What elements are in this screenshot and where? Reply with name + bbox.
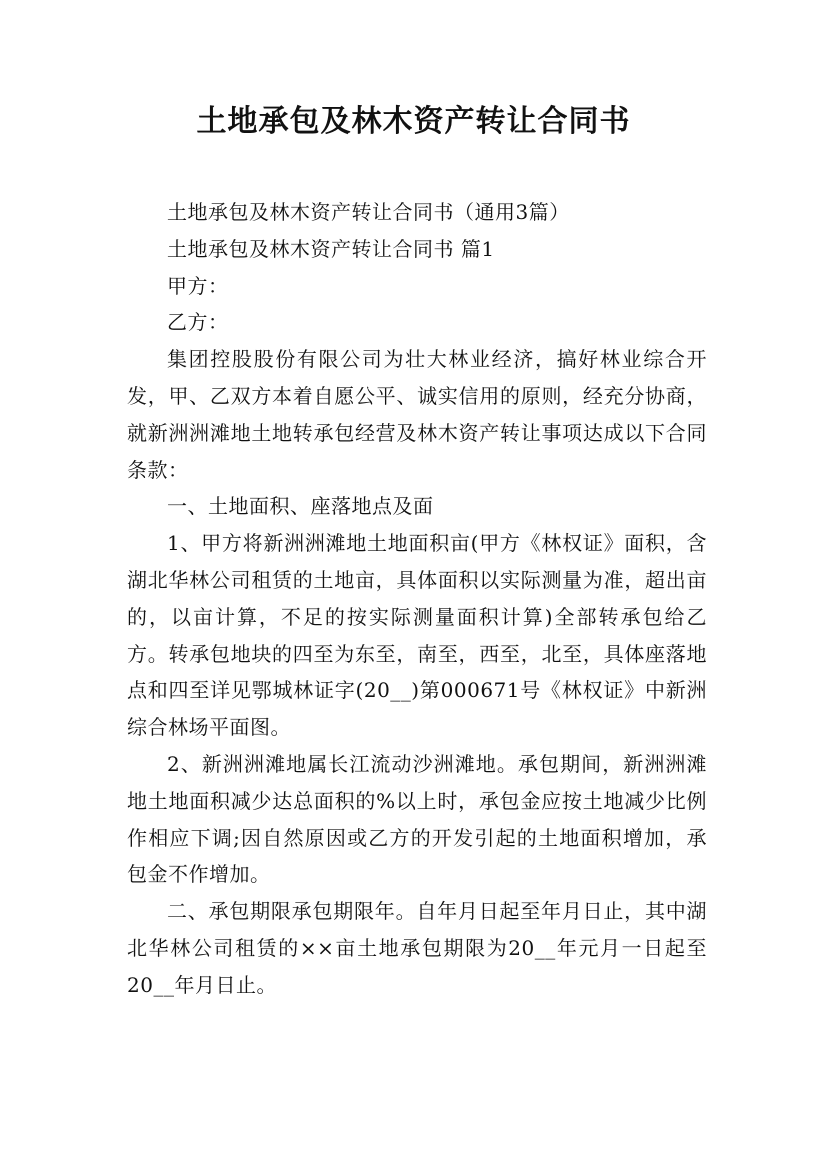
intro-paragraph: 集团控股股份有限公司为壮大林业经济，搞好林业综合开发，甲、乙双方本着自愿公平、诚实信用的原则，经充分协商，就新洲洲滩地土地转承包经营及林木资产转让事项达成以下合同条款： (127, 347, 707, 482)
party-a-line: 甲方： (167, 273, 229, 298)
document-body (127, 194, 707, 1004)
document-title: 土地承包及林木资产转让合同书 (196, 104, 631, 139)
clause-heading-1: 一、土地面积、座落地点及面 (167, 494, 434, 519)
party-b-line: 乙方： (167, 310, 229, 335)
clause-paragraph-2: 二、承包期限承包期限年。自年月日起至年月日止，其中湖北华林公司租赁的××亩土地承包期限为20__年元月一日起至20__年月日止。 (127, 899, 707, 997)
clause-paragraph-1-1: 1、甲方将新洲洲滩地土地面积亩(甲方《林权证》面积，含湖北华林公司租赁的土地亩，具体面积以实际测量为准，超出亩的，以亩计算，不足的按实际测量面积计算)全部转承包给乙方。转承包地块的四至为东至，南至，西至，北至，具体座落地点和四至详见鄂城林证字(20__)第000671号《林权证》中新洲综合林场平面图。 (127, 531, 707, 740)
section-heading: 土地承包及林木资产转让合同书 篇1 (167, 236, 495, 261)
clause-paragraph-1-2: 2、新洲洲滩地属长江流动沙洲滩地。承包期间，新洲洲滩地土地面积减少达总面积的%以上时，承包金应按土地减少比例作相应下调;因自然原因或乙方的开发引起的土地面积增加，承包金不作增加。 (127, 751, 707, 887)
subtitle-paragraph: 土地承包及林木资产转让合同书（通用3篇） (167, 200, 570, 224)
